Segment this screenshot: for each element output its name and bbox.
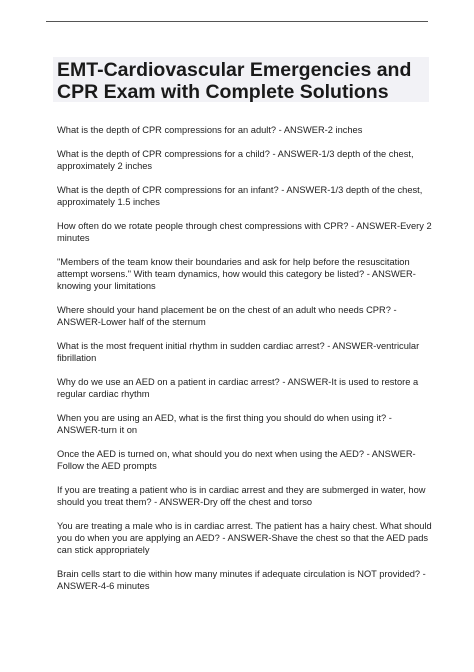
qa-item-4: How often do we rotate people through chest compressions with CPR? - ANSWER-Every 2 minutes bbox=[57, 220, 432, 243]
qa-item-5: "Members of the team know their boundaries and ask for help before the resuscitation attempt worsens." With team dynamics, how would this category be listed? - ANSWER-knowing your limitations bbox=[57, 256, 416, 292]
qa-item-13: Brain cells start to die within how many minutes if adequate circulation is NOT provided? - ANSWER-4-6 minutes bbox=[57, 569, 426, 592]
qa-item-11: If you are treating a patient who is in cardiac arrest and they are submerged in water, how should you treat them? - ANSWER-Dry off the chest and torso bbox=[57, 485, 426, 508]
qa-item-10: Once the AED is turned on, what should you do next when using the AED? - ANSWER-Follow the AED prompts bbox=[57, 449, 416, 472]
header-rule bbox=[46, 21, 428, 22]
qa-item-3: What is the depth of CPR compressions for an infant? - ANSWER-1/3 depth of the chest, approximately 1.5 inches bbox=[57, 184, 423, 207]
document-title: EMT-Cardiovascular Emergencies and CPR Exam with Complete Solutions bbox=[57, 59, 412, 103]
qa-item-8: Why do we use an AED on a patient in cardiac arrest? - ANSWER-It is used to restore a regular cardiac rhythm bbox=[57, 377, 419, 400]
qa-item-6: Where should your hand placement be on the chest of an adult who needs CPR? - ANSWER-Lower half of the sternum bbox=[57, 305, 397, 328]
qa-item-2: What is the depth of CPR compressions for a child? - ANSWER-1/3 depth of the chest, approximately 2 inches bbox=[57, 148, 414, 171]
qa-item-1: What is the depth of CPR compressions for an adult? - ANSWER-2 inches bbox=[57, 125, 363, 135]
qa-item-12: You are treating a male who is in cardiac arrest. The patient has a hairy chest. What should you do when you are applying an AED? - ANSWER-Shave the chest so that the AED pads can stick appropriately bbox=[57, 521, 432, 556]
qa-item-7: What is the most frequent initial rhythm in sudden cardiac arrest? - ANSWER-ventricular fibrillation bbox=[57, 341, 420, 364]
question-answer-list bbox=[57, 124, 435, 604]
qa-item-9: When you are using an AED, what is the first thing you should do when using it? - ANSWER-turn it on bbox=[57, 413, 392, 436]
